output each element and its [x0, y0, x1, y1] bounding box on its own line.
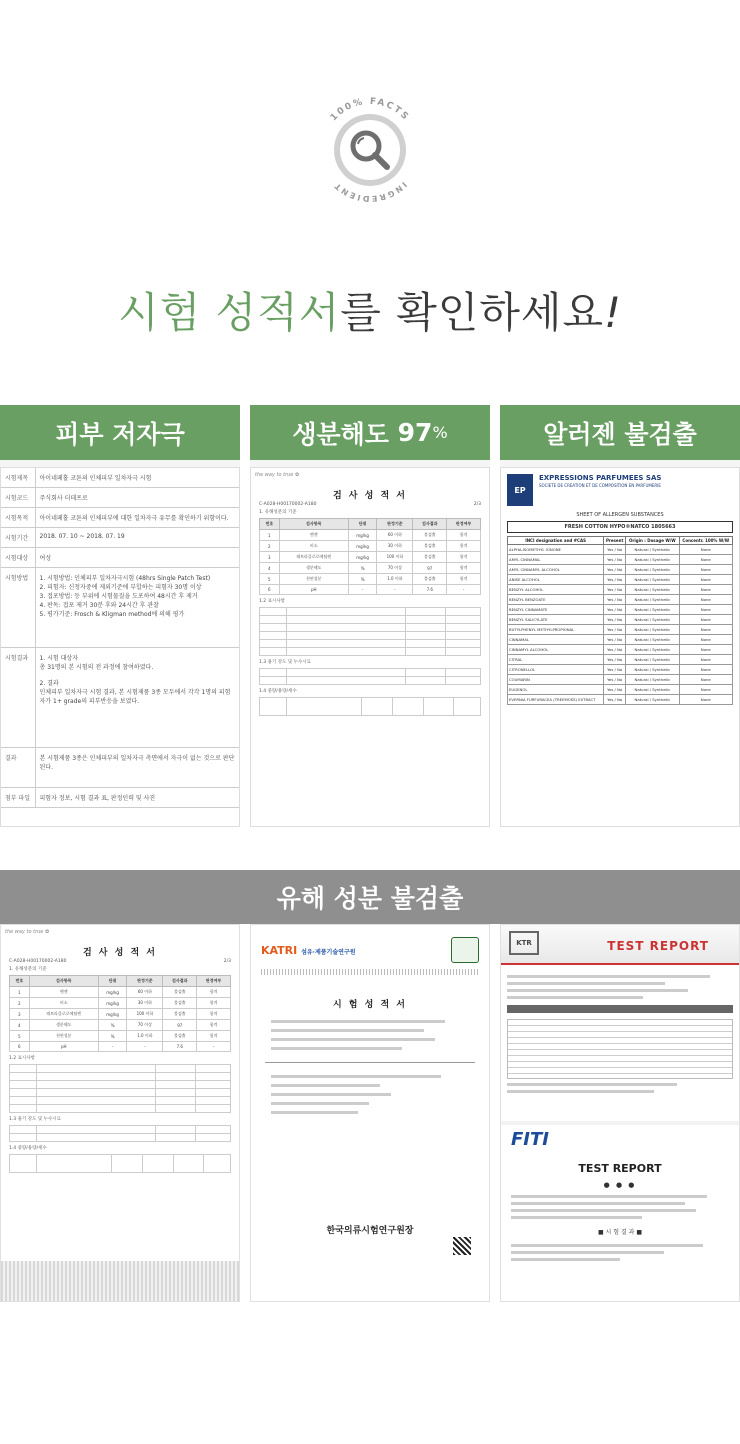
- table-cell: Yes / No: [604, 695, 626, 705]
- scan-noise: [1, 1261, 239, 1301]
- table-cell: None: [679, 655, 732, 665]
- table-cell: 70 이상: [127, 1020, 163, 1031]
- form-row-key: 첨부 파일: [1, 788, 35, 808]
- table-cell: Yes / No: [604, 555, 626, 565]
- table-cell: 생분해도: [29, 1020, 98, 1031]
- table-cell: None: [679, 595, 732, 605]
- allergen-sheet-doc: [500, 467, 740, 827]
- table-cell: Natural / Synthetic: [626, 555, 679, 565]
- hazard-table: [259, 518, 481, 595]
- form-row-value: 아이네페홀 코튼의 인체피부에 대한 일차자극 유무를 확인하기 위함이다.: [35, 508, 239, 528]
- table-cell: 천연성분: [29, 1031, 98, 1042]
- panel-allergen: [500, 405, 740, 827]
- panel-title-number: 97: [397, 418, 433, 447]
- section-2-title: 1.2 표시사항: [259, 599, 285, 604]
- table-cell: 천연성분: [279, 574, 348, 585]
- form-row-value: 본 시험제품 3종은 인체피부의 일차자극 측면에서 자극이 없는 것으로 판단된다.: [35, 748, 239, 788]
- report-title: 검 사 성 적 서: [332, 491, 407, 501]
- section-2-title: 1.2 표시사항: [9, 1056, 35, 1061]
- fiti-logo-icon: FITI: [511, 1129, 549, 1150]
- table-cell: 100 이하: [377, 552, 413, 563]
- form-row-value: 여성: [35, 548, 239, 568]
- table-cell: -: [197, 1042, 231, 1052]
- table-cell: 1.0 이하: [377, 574, 413, 585]
- table-header: 번호: [10, 976, 30, 987]
- table-cell: 70 이상: [377, 563, 413, 574]
- section-4-title: 1.4 중량/용량/세수: [9, 1146, 47, 1151]
- table-header: Origin : Dosage W/W: [626, 537, 679, 545]
- company-logo-icon: EP: [507, 474, 533, 506]
- panel-title-unit: %: [432, 423, 448, 442]
- table-cell: 7.6: [413, 585, 447, 595]
- table-cell: 5: [10, 1031, 30, 1042]
- table-cell: None: [679, 645, 732, 655]
- table-cell: EUGENOL: [508, 685, 604, 695]
- table-cell: -: [348, 585, 377, 595]
- table-cell: 30 이하: [377, 541, 413, 552]
- table-cell: 합격: [447, 563, 481, 574]
- table-row: [508, 565, 733, 575]
- table-cell: Yes / No: [604, 665, 626, 675]
- table-cell: -: [377, 585, 413, 595]
- form-row-value: 1. 시험 대상자 총 31명의 본 시험의 전 과정에 참여하였다. 2. 결과 인체피부 일차자극 시험 결과, 본 시험제품 3종 모두에서 각각 1명의 피험자가 1+ grade의 피부반응을 보였다.: [35, 648, 239, 748]
- table-header: 검사항목: [29, 976, 98, 987]
- table-header: 검사결과: [163, 976, 197, 987]
- harmful-report-1: [0, 924, 240, 1302]
- section-4-title: 1.4 중량/용량/세수: [259, 689, 297, 694]
- fiti-report: [501, 1125, 739, 1301]
- form-row: [1, 548, 239, 568]
- section-1-title: 1. 유해성분의 기준: [9, 967, 47, 972]
- form-row-key: 시험제목: [1, 468, 35, 488]
- table-cell: None: [679, 625, 732, 635]
- table-row: [10, 987, 231, 998]
- table-cell: None: [679, 575, 732, 585]
- table-header: 판정기준: [127, 976, 163, 987]
- section-3-title: 1.3 용기 강도 및 누수시료: [9, 1117, 62, 1122]
- table-cell: Yes / No: [604, 655, 626, 665]
- table-cell: Yes / No: [604, 675, 626, 685]
- table-cell: mg/kg: [348, 552, 377, 563]
- table-cell: Yes / No: [604, 615, 626, 625]
- table-cell: 4: [10, 1020, 30, 1031]
- table-cell: 불검출: [413, 552, 447, 563]
- panel-title-text: 생분해도: [292, 419, 389, 449]
- table-cell: pH: [29, 1042, 98, 1052]
- container-table: [9, 1125, 231, 1142]
- table-row: [508, 575, 733, 585]
- table-header: Present: [604, 537, 626, 545]
- table-cell: 60 이하: [127, 987, 163, 998]
- product-name: FRESH COTTON HYPO®NATCO 1805663: [507, 521, 733, 533]
- ktr-logo-icon: KTR: [509, 931, 539, 955]
- table-header: 판정여부: [197, 976, 231, 987]
- table-cell: Yes / No: [604, 685, 626, 695]
- table-cell: Yes / No: [604, 605, 626, 615]
- table-cell: Natural / Synthetic: [626, 615, 679, 625]
- table-cell: mg/kg: [98, 998, 127, 1009]
- table-row: [260, 585, 481, 595]
- table-cell: None: [679, 565, 732, 575]
- katri-signature: 한국의류시험연구원장: [326, 1226, 414, 1236]
- panel-biodegradability: [250, 405, 490, 827]
- table-cell: 합격: [447, 530, 481, 541]
- table-cell: Natural / Synthetic: [626, 545, 679, 555]
- katri-report: [250, 924, 490, 1302]
- form-row-value: 아이네페홀 코튼의 인체피부 일차자극 시험: [35, 468, 239, 488]
- table-cell: CINNAMYL ALCOHOL: [508, 645, 604, 655]
- table-row: [508, 555, 733, 565]
- table-cell: Natural / Synthetic: [626, 575, 679, 585]
- table-header: 단위: [98, 976, 127, 987]
- table-cell: Yes / No: [604, 545, 626, 555]
- table-cell: Natural / Synthetic: [626, 595, 679, 605]
- panel-title: 알러젠 불검출: [500, 405, 740, 460]
- inspection-report-doc: [250, 467, 490, 827]
- panel-skin-irritation: [0, 405, 240, 827]
- table-cell: ANISE ALCOHOL: [508, 575, 604, 585]
- table-cell: 벤젠: [279, 530, 348, 541]
- table-row: [10, 1031, 231, 1042]
- table-cell: 5: [260, 574, 280, 585]
- table-row: [260, 541, 481, 552]
- table-cell: None: [679, 635, 732, 645]
- form-row-key: 시험방법: [1, 568, 35, 648]
- table-cell: mg/kg: [348, 530, 377, 541]
- table-cell: Yes / No: [604, 635, 626, 645]
- table-cell: None: [679, 695, 732, 705]
- form-row-value: 2018. 07. 10 ~ 2018. 07. 19: [35, 528, 239, 548]
- headline-rest: 를 확인하세요: [340, 288, 605, 337]
- table-cell: Natural / Synthetic: [626, 685, 679, 695]
- table-cell: -: [98, 1042, 127, 1052]
- headline-exclamation: !: [604, 288, 622, 337]
- table-cell: BENZYL ALCOHOL: [508, 585, 604, 595]
- table-cell: None: [679, 665, 732, 675]
- table-cell: Natural / Synthetic: [626, 655, 679, 665]
- table-cell: 비소: [279, 541, 348, 552]
- ktr-title: TEST REPORT: [607, 939, 709, 953]
- form-row-key: 시험코드: [1, 488, 35, 508]
- table-cell: 4: [260, 563, 280, 574]
- facts-badge: [300, 80, 440, 220]
- form-row: [1, 468, 239, 488]
- table-cell: ALPHA-ISOMETHYL IONONE: [508, 545, 604, 555]
- report-logo: the way to true ✿: [5, 929, 50, 935]
- form-row-key: 결과: [1, 748, 35, 788]
- table-cell: 합격: [197, 987, 231, 998]
- table-row: [260, 574, 481, 585]
- table-cell: 3: [260, 552, 280, 563]
- table-cell: None: [679, 685, 732, 695]
- sheet-title: SHEET OF ALLERGEN SUBSTANCES: [576, 512, 664, 518]
- report-number: C-A028-H00170002-A180: [259, 502, 317, 507]
- table-cell: None: [679, 545, 732, 555]
- table-cell: Natural / Synthetic: [626, 635, 679, 645]
- report-form-table: [1, 468, 239, 808]
- table-cell: 30 이하: [127, 998, 163, 1009]
- table-cell: 불검출: [413, 574, 447, 585]
- table-row: [508, 655, 733, 665]
- table-cell: CITRONELLOL: [508, 665, 604, 675]
- table-cell: BENZYL CINNAMATE: [508, 605, 604, 615]
- table-cell: 7.6: [163, 1042, 197, 1052]
- table-header: INCI designation and #CAS: [508, 537, 604, 545]
- form-row: [1, 568, 239, 648]
- table-cell: 2: [260, 541, 280, 552]
- table-cell: mg/kg: [348, 541, 377, 552]
- table-cell: Yes / No: [604, 575, 626, 585]
- table-cell: 합격: [197, 1020, 231, 1031]
- table-cell: 불검출: [413, 541, 447, 552]
- table-row: [508, 595, 733, 605]
- table-cell: 불검출: [163, 1031, 197, 1042]
- table-header: 번호: [260, 519, 280, 530]
- form-row: [1, 508, 239, 528]
- panel-title: [250, 405, 490, 460]
- company-name: EXPRESSIONS PARFUMEES SAS: [539, 474, 662, 482]
- table-cell: 97: [413, 563, 447, 574]
- katri-logo-icon: [261, 944, 356, 957]
- table-cell: 합격: [197, 1031, 231, 1042]
- form-row: [1, 748, 239, 788]
- table-cell: 1: [260, 530, 280, 541]
- form-row-value: 피험자 정보, 시험 결과 표, 판정인력 및 사진: [35, 788, 239, 808]
- table-cell: 합격: [447, 541, 481, 552]
- table-cell: mg/kg: [98, 1009, 127, 1020]
- table-cell: -: [447, 585, 481, 595]
- table-row: [508, 585, 733, 595]
- katri-logo-text: KATRI: [261, 943, 298, 957]
- table-row: [10, 1020, 231, 1031]
- form-row: [1, 788, 239, 808]
- hazard-table: [9, 975, 231, 1052]
- table-cell: AMYL CINNAMAL: [508, 555, 604, 565]
- badge-ring-bottom: INGREDIENT: [331, 180, 409, 204]
- form-row: [1, 528, 239, 548]
- table-cell: 1.0 이하: [127, 1031, 163, 1042]
- table-cell: %: [98, 1031, 127, 1042]
- table-cell: 불검출: [413, 530, 447, 541]
- panel-title: 피부 저자극: [0, 405, 240, 460]
- form-row-value: 주식회사 더데프로: [35, 488, 239, 508]
- table-cell: AMYL CINNAMYL ALCOHOL: [508, 565, 604, 575]
- fiti-title: TEST REPORT: [578, 1162, 662, 1175]
- table-cell: 비소: [29, 998, 98, 1009]
- katri-doc-title: 시 험 성 적 서: [332, 1000, 407, 1010]
- form-row: [1, 488, 239, 508]
- table-row: [10, 1042, 231, 1052]
- table-cell: 합격: [447, 552, 481, 563]
- table-cell: Yes / No: [604, 585, 626, 595]
- table-cell: BENZYL SALICYLATE: [508, 615, 604, 625]
- table-cell: None: [679, 675, 732, 685]
- table-cell: %: [98, 1020, 127, 1031]
- table-cell: Natural / Synthetic: [626, 625, 679, 635]
- table-header: 판정기준: [377, 519, 413, 530]
- table-cell: mg/kg: [98, 987, 127, 998]
- table-cell: 1: [10, 987, 30, 998]
- labeling-table: [9, 1064, 231, 1113]
- form-row: [1, 648, 239, 748]
- table-cell: EVERNIA FURFURACEA (TREEMOSS) EXTRACT: [508, 695, 604, 705]
- table-row: [10, 1009, 231, 1020]
- table-cell: 불검출: [163, 1009, 197, 1020]
- section-3-title: 1.3 용기 강도 및 누수시료: [259, 660, 312, 665]
- table-cell: None: [679, 585, 732, 595]
- table-row: [508, 675, 733, 685]
- table-cell: -: [127, 1042, 163, 1052]
- table-cell: BUTYLPHENYL METHYLPROPIONAL: [508, 625, 604, 635]
- company-subtitle: SOCIETE DE CREATION ET DE COMPOSITION EN PARFUMERIE: [539, 483, 661, 488]
- badge-ring-top: 100% FACTS: [328, 96, 412, 124]
- form-row-value: 1. 시험방법: 인체피부 일차자극시험 (48hrs Single Patch Test) 2. 피험자: 신청자중에 제외기준에 부합하는 피험자 30명 이상 3. 접포방법: 등 부위에 시험물질을 도포하여 48시간 후 제거 4. 판독: 접포 제거 30분 후와 24시간 후 관찰 5. 평가기준: Frosch & Kligman method에 의해 평가: [35, 568, 239, 648]
- table-row: [508, 635, 733, 645]
- table-row: [260, 563, 481, 574]
- table-cell: 6: [10, 1042, 30, 1052]
- table-cell: 합격: [447, 574, 481, 585]
- allergen-table: [507, 536, 733, 705]
- form-row-key: 시험기간: [1, 528, 35, 548]
- table-row: [508, 685, 733, 695]
- table-cell: 테트라클로로에틸렌: [29, 1009, 98, 1020]
- table-row: [260, 552, 481, 563]
- report-title: 검 사 성 적 서: [82, 948, 157, 958]
- table-cell: Natural / Synthetic: [626, 675, 679, 685]
- table-row: [260, 530, 481, 541]
- report-page: 2/3: [473, 502, 481, 507]
- table-cell: Natural / Synthetic: [626, 665, 679, 675]
- table-row: [508, 665, 733, 675]
- report-page: 2/3: [223, 959, 231, 964]
- labeling-table: [259, 607, 481, 656]
- form-row-key: 시험결과: [1, 648, 35, 748]
- table-cell: %: [348, 574, 377, 585]
- table-header: 검사항목: [279, 519, 348, 530]
- table-cell: BENZYL BENZOATE: [508, 595, 604, 605]
- table-cell: Natural / Synthetic: [626, 565, 679, 575]
- table-cell: pH: [279, 585, 348, 595]
- table-cell: Yes / No: [604, 595, 626, 605]
- fiti-dots: ● ● ●: [603, 1181, 637, 1189]
- harmful-ingredient-band: 유해 성분 불검출: [0, 870, 740, 924]
- table-row: [508, 695, 733, 705]
- table-cell: 테트라클로로에틸렌: [279, 552, 348, 563]
- table-cell: 60 이하: [377, 530, 413, 541]
- table-cell: 벤젠: [29, 987, 98, 998]
- container-table: [259, 668, 481, 685]
- table-cell: Yes / No: [604, 565, 626, 575]
- table-cell: 2: [10, 998, 30, 1009]
- table-cell: 생분해도: [279, 563, 348, 574]
- table-cell: Natural / Synthetic: [626, 605, 679, 615]
- table-cell: None: [679, 615, 732, 625]
- table-header: 검사결과: [413, 519, 447, 530]
- table-header: Concentr. 100% W/W: [679, 537, 732, 545]
- page-headline: [0, 280, 740, 340]
- form-row-key: 시험대상: [1, 548, 35, 568]
- table-cell: 불검출: [163, 998, 197, 1009]
- table-cell: CITRAL: [508, 655, 604, 665]
- ktr-report: [501, 925, 739, 1121]
- table-cell: 불검출: [163, 987, 197, 998]
- cert-mark-icon: [451, 937, 479, 963]
- table-row: [10, 998, 231, 1009]
- table-cell: Natural / Synthetic: [626, 695, 679, 705]
- report-number: C-A028-H00170002-A180: [9, 959, 67, 964]
- ktr-fiti-reports: [500, 924, 740, 1302]
- table-cell: 97: [163, 1020, 197, 1031]
- form-row-key: 시험목적: [1, 508, 35, 528]
- table-cell: Natural / Synthetic: [626, 645, 679, 655]
- section-1-title: 1. 유해성분의 기준: [259, 510, 297, 515]
- weight-table: [9, 1154, 231, 1173]
- report-logo: the way to true ✿: [255, 472, 300, 478]
- table-cell: Natural / Synthetic: [626, 585, 679, 595]
- weight-table: [259, 697, 481, 716]
- table-cell: Yes / No: [604, 645, 626, 655]
- katri-logo-sub: 섬유·제품기술연구원: [301, 948, 356, 956]
- table-cell: None: [679, 555, 732, 565]
- table-cell: 합격: [197, 998, 231, 1009]
- table-row: [508, 605, 733, 615]
- table-header: 단위: [348, 519, 377, 530]
- table-header: 판정여부: [447, 519, 481, 530]
- table-row: [508, 625, 733, 635]
- table-cell: CINNAMAL: [508, 635, 604, 645]
- magnifier-badge-icon: [300, 80, 440, 220]
- table-cell: %: [348, 563, 377, 574]
- table-row: [508, 645, 733, 655]
- fiti-result-header: ■ 시 험 결 과 ■: [597, 1229, 643, 1236]
- table-cell: 3: [10, 1009, 30, 1020]
- table-cell: 합격: [197, 1009, 231, 1020]
- qr-code-icon: [453, 1237, 471, 1255]
- table-cell: 100 이하: [127, 1009, 163, 1020]
- table-row: [508, 545, 733, 555]
- irritation-report-doc: [0, 467, 240, 827]
- headline-green: 시험 성적서: [118, 288, 341, 337]
- table-cell: 6: [260, 585, 280, 595]
- table-row: [508, 615, 733, 625]
- table-cell: COUMARIN: [508, 675, 604, 685]
- table-cell: Yes / No: [604, 625, 626, 635]
- table-cell: None: [679, 605, 732, 615]
